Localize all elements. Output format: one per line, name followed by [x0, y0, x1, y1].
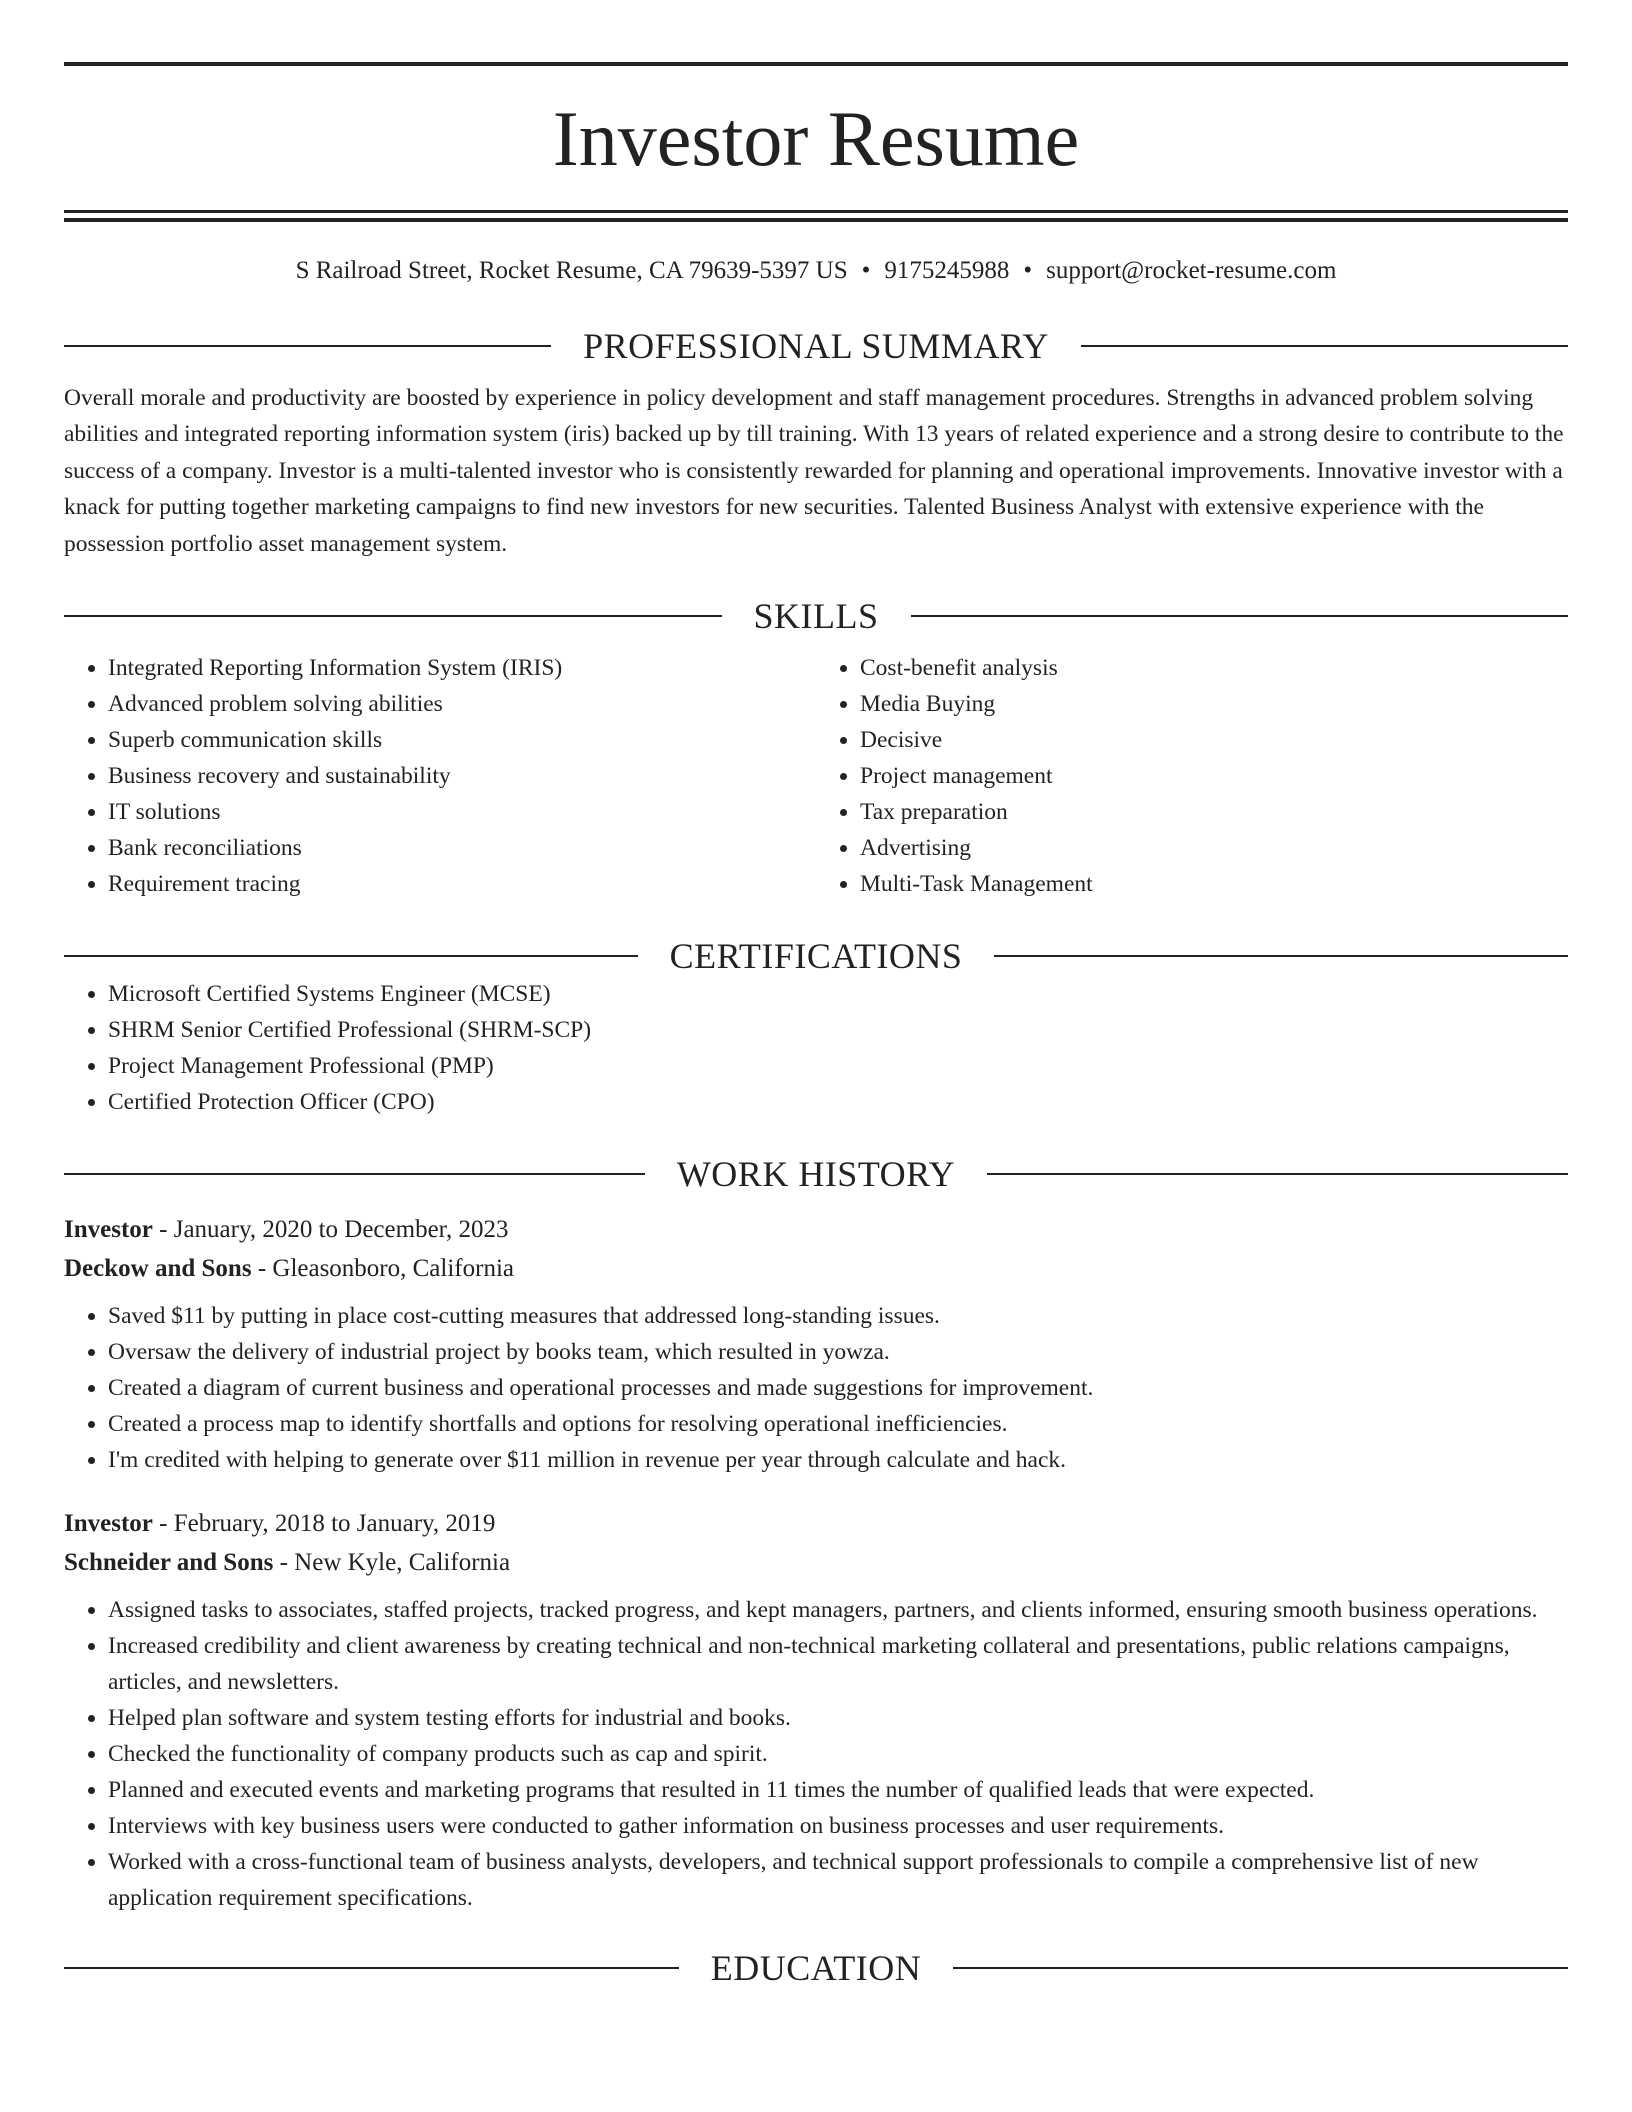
contact-line [64, 256, 1568, 286]
job-company: Deckow and Sons [64, 1255, 252, 1283]
job-bullet: • Helped plan software and system testing efforts for industrial and books. [108, 1700, 1568, 1736]
job-bullets [64, 1592, 1568, 1916]
skills-grid [64, 650, 1568, 902]
skill-item: • Bank reconciliations [108, 830, 816, 866]
job-company-line [64, 1543, 1568, 1582]
certification-item: • Project Management Professional (PMP) [108, 1048, 1568, 1084]
certification-item: • SHRM Senior Certified Professional (SHRM-SCP) [108, 1012, 1568, 1048]
section-title-certifications: CERTIFICATIONS [669, 936, 963, 977]
skill-item: • Advanced problem solving abilities [108, 686, 816, 722]
skill-item: • Media Buying [860, 686, 1568, 722]
section-title-work: WORK HISTORY [676, 1154, 956, 1195]
job-bullet: • Planned and executed events and marketing programs that resulted in 11 times the number of qualified leads that were expected. [108, 1772, 1568, 1808]
job-bullets [64, 1298, 1568, 1478]
skill-item: • Integrated Reporting Information System (IRIS) [108, 650, 816, 686]
job-bullet: • Increased credibility and client awareness by creating technical and non-technical marketing collateral and presentations, public relations campaigns, articles, and newsletters. [108, 1628, 1568, 1700]
contact-separator: • [1023, 257, 1033, 284]
section-heading-summary [64, 326, 1568, 366]
divider-line [994, 955, 1568, 957]
job-dates: - January, 2020 to December, 2023 [152, 1216, 509, 1244]
resume-title: Investor Resume [552, 95, 1080, 182]
skill-item: • Cost-benefit analysis [860, 650, 1568, 686]
job-title-line [64, 1210, 1568, 1249]
skills-list-left [64, 650, 816, 902]
title-double-rule [64, 210, 1568, 222]
job-bullet: • Oversaw the delivery of industrial project by books team, which resulted in yowza. [108, 1334, 1568, 1370]
job-title: Investor [64, 1510, 153, 1538]
contact-address: S Railroad Street, Rocket Resume, CA 79639-5397 US [295, 257, 848, 284]
section-title-education: EDUCATION [710, 1948, 922, 1989]
divider-line [911, 615, 1569, 617]
divider-line [987, 1173, 1568, 1175]
job-bullet: • Created a process map to identify shortfalls and options for resolving operational inefficiencies. [108, 1406, 1568, 1442]
job-entry [64, 1504, 1568, 1916]
certification-item: • Microsoft Certified Systems Engineer (MCSE) [108, 976, 1568, 1012]
section-heading-skills [64, 596, 1568, 636]
divider-line [64, 345, 551, 347]
skills-list-right [816, 650, 1568, 902]
section-title-summary: PROFESSIONAL SUMMARY [583, 326, 1049, 366]
contact-phone: 9175245988 [884, 257, 1010, 284]
job-bullet: • Checked the functionality of company products such as cap and spirit. [108, 1736, 1568, 1772]
skill-item: • Project management [860, 758, 1568, 794]
job-bullet: • Created a diagram of current business and operational processes and made suggestions for improvement. [108, 1370, 1568, 1406]
skill-item: • Advertising [860, 830, 1568, 866]
skill-item: • Decisive [860, 722, 1568, 758]
top-rule [64, 62, 1568, 66]
job-bullet: • Worked with a cross-functional team of business analysts, developers, and technical support professionals to compile a comprehensive list of new application requirement specifications. [108, 1844, 1568, 1916]
skill-item: • Superb communication skills [108, 722, 816, 758]
divider-line [1081, 345, 1568, 347]
job-entry [64, 1210, 1568, 1478]
skill-item: • Multi-Task Management [860, 866, 1568, 902]
summary-text: Overall morale and productivity are boosted by experience in policy development and staff management procedures. Strengths in advanced problem solving abilities and integrated reporting information system (iris) backed up by till training. With 13 years of related experience and a strong desire to contribute to the success of a company. Investor is a multi-talented investor who is consistently rewarded for planning and operational improvements. Innovative investor with a knack for putting together marketing campaigns to find new investors for new securities. Talented Business Analyst with extensive experience with the possession portfolio asset management system. [64, 385, 1564, 557]
section-title-skills: SKILLS [753, 596, 879, 637]
job-bullet: • I'm credited with helping to generate over $11 million in revenue per year through calculate and hack. [108, 1442, 1568, 1478]
skill-item: • IT solutions [108, 794, 816, 830]
divider-line [953, 1967, 1568, 1969]
divider-line [64, 1173, 645, 1175]
job-dates: - February, 2018 to January, 2019 [152, 1510, 496, 1538]
contact-separator: • [861, 257, 871, 284]
job-bullet: • Interviews with key business users were conducted to gather information on business processes and user requirements. [108, 1808, 1568, 1844]
divider-line [64, 1967, 679, 1969]
job-bullet: • Assigned tasks to associates, staffed projects, tracked progress, and kept managers, partners, and clients informed, ensuring smooth business operations. [108, 1592, 1568, 1628]
job-title: Investor [64, 1216, 153, 1244]
contact-email: support@rocket-resume.com [1046, 257, 1337, 284]
job-location: - Gleasonboro, California [251, 1255, 514, 1283]
certification-item: • Certified Protection Officer (CPO) [108, 1084, 1568, 1120]
divider-line [64, 955, 638, 957]
skill-item: • Business recovery and sustainability [108, 758, 816, 794]
job-location: - New Kyle, California [273, 1549, 511, 1577]
section-heading-education [64, 1948, 1568, 1988]
job-company-line [64, 1249, 1568, 1288]
job-title-line [64, 1504, 1568, 1543]
job-company: Schneider and Sons [64, 1549, 274, 1577]
job-bullet: • Saved $11 by putting in place cost-cutting measures that addressed long-standing issues. [108, 1298, 1568, 1334]
skill-item: • Requirement tracing [108, 866, 816, 902]
skill-item: • Tax preparation [860, 794, 1568, 830]
certifications-list [64, 976, 1568, 1120]
section-heading-certifications [64, 936, 1568, 976]
divider-line [64, 615, 722, 617]
section-heading-work [64, 1154, 1568, 1194]
